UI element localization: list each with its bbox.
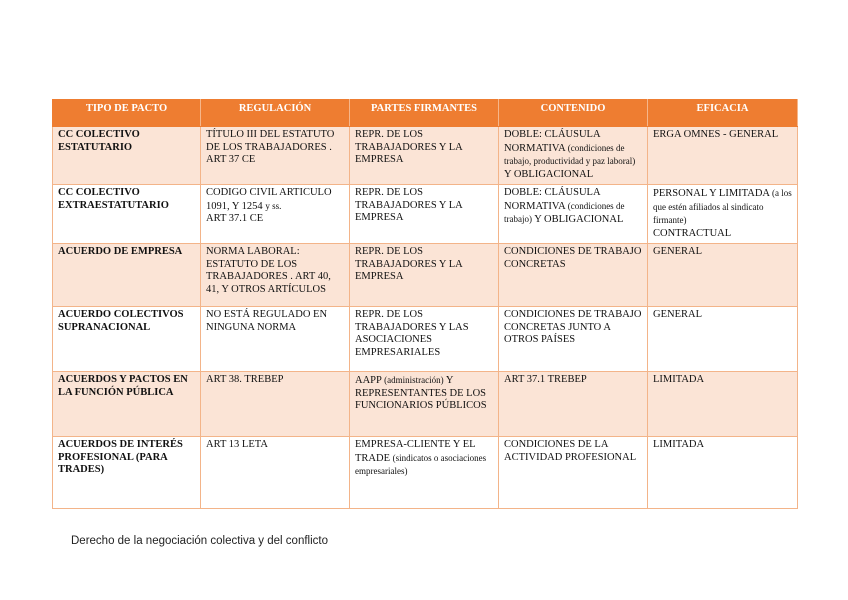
content-tail: Y OBLIGACIONAL	[504, 168, 594, 180]
content-main: DOBLE: CLÁUSULA NORMATIVA	[504, 129, 600, 154]
header-regulacion: REGULACIÓN	[201, 100, 350, 127]
cell-efficacy: LIMITADA	[648, 437, 798, 509]
cell-parties: REPR. DE LOS TRABAJADORES Y LA EMPRESA	[350, 127, 499, 185]
parties-main: AAPP	[355, 375, 382, 386]
cell-parties: REPR. DE LOS TRABAJADORES Y LA EMPRESA	[350, 185, 499, 244]
header-eficacia: EFICACIA	[648, 100, 798, 127]
cell-type: ACUERDOS Y PACTOS EN LA FUNCIÓN PÚBLICA	[53, 372, 201, 437]
cell-type: CC COLECTIVO EXTRAESTATUTARIO	[53, 185, 201, 244]
cell-regulation: TÍTULO III DEL ESTATUTO DE LOS TRABAJADORES . ART 37 CE	[201, 127, 350, 185]
cell-regulation: ART 13 LETA	[201, 437, 350, 509]
table-row	[53, 127, 798, 185]
content-tail: Y OBLIGACIONAL	[534, 214, 624, 225]
table-row	[53, 437, 798, 509]
cell-efficacy: GENERAL	[648, 307, 798, 372]
cell-content: CONDICIONES DE TRABAJO CONCRETAS	[499, 244, 648, 307]
regulation-line2: ART 37.1 CE	[206, 213, 264, 224]
table-row	[53, 372, 798, 437]
cell-type: ACUERDO COLECTIVOS SUPRANACIONAL	[53, 307, 201, 372]
cell-content: CONDICIONES DE LA ACTIVIDAD PROFESIONAL	[499, 437, 648, 509]
efficacy-tail: CONTRACTUAL	[653, 227, 732, 239]
content-note: (condiciones de trabajo)	[504, 200, 625, 224]
cell-content: CONDICIONES DE TRABAJO CONCRETAS JUNTO A OTROS PAÍSES	[499, 307, 648, 372]
cell-regulation: ART 38. TREBEP	[201, 372, 350, 437]
parties-note: (administración)	[384, 375, 444, 385]
cell-efficacy: GENERAL	[648, 244, 798, 307]
header-contenido: CONTENIDO	[499, 100, 648, 127]
cell-efficacy: LIMITADA	[648, 372, 798, 437]
cell-parties: REPR. DE LOS TRABAJADORES Y LA EMPRESA	[350, 244, 499, 307]
pacts-table	[52, 99, 798, 509]
cell-content: ART 37.1 TREBEP	[499, 372, 648, 437]
content-note: (condiciones de trabajo, productividad y paz laboral)	[504, 142, 636, 166]
page-footer: Derecho de la negociación colectiva y del conflicto	[71, 535, 328, 547]
content-main: DOBLE: CLÁUSULA NORMATIVA	[504, 187, 600, 212]
cell-type: ACUERDO DE EMPRESA	[53, 244, 201, 307]
cell-efficacy	[648, 185, 798, 244]
header-partes-firmantes: PARTES FIRMANTES	[350, 100, 499, 127]
cell-content	[499, 127, 648, 185]
cell-type: ACUERDOS DE INTERÉS PROFESIONAL (PARA TRADES)	[53, 437, 201, 509]
cell-regulation	[201, 185, 350, 244]
regulation-note: y ss.	[265, 200, 282, 211]
table-row	[53, 185, 798, 244]
table-header-row	[53, 100, 798, 127]
cell-parties	[350, 437, 499, 509]
cell-type: CC COLECTIVO ESTATUTARIO	[53, 127, 201, 185]
header-tipo-de-pacto: TIPO DE PACTO	[53, 100, 201, 127]
table-row	[53, 307, 798, 372]
cell-regulation: NORMA LABORAL: ESTATUTO DE LOS TRABAJADORES . ART 40, 41, Y OTROS ARTÍCULOS	[201, 244, 350, 307]
regulation-line1: CODIGO CIVIL ARTICULO 1091, Y 1254	[206, 187, 332, 212]
efficacy-note: (a los que estén afiliados al sindicato firmante)	[653, 188, 792, 225]
parties-tail: Y REPRESENTANTES DE LOS FUNCIONARIOS PÚBLICOS	[355, 375, 487, 411]
cell-content	[499, 185, 648, 244]
efficacy-main: PERSONAL Y LIMITADA	[653, 188, 770, 199]
cell-parties: REPR. DE LOS TRABAJADORES Y LAS ASOCIACIONES EMPRESARIALES	[350, 307, 499, 372]
parties-note: (sindicatos o asociaciones empresariales)	[355, 452, 487, 476]
parties-main: EMPRESA-CLIENTE Y EL TRADE	[355, 439, 476, 464]
cell-parties	[350, 372, 499, 437]
cell-regulation: NO ESTÁ REGULADO EN NINGUNA NORMA	[201, 307, 350, 372]
table-row	[53, 244, 798, 307]
cell-efficacy: ERGA OMNES - GENERAL	[648, 127, 798, 185]
